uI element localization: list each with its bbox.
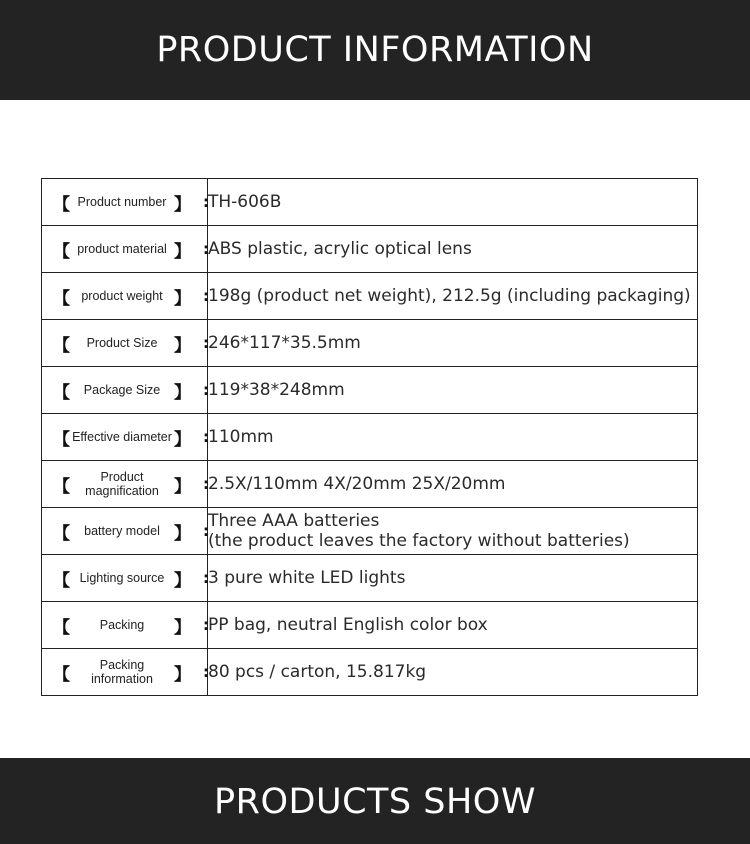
bracket-close: 】 — [174, 335, 191, 356]
spec-label: product material — [77, 242, 167, 256]
spec-row — [42, 461, 698, 508]
bracket-close: 】 — [174, 476, 191, 497]
spec-label-wrap — [42, 273, 207, 319]
spec-label-cell — [42, 602, 208, 649]
bracket-close: 】 — [174, 429, 191, 450]
spec-row — [42, 414, 698, 461]
spec-value: 119*38*248mm — [208, 367, 698, 414]
spec-label: Effective diameter — [72, 430, 172, 444]
spec-row — [42, 602, 698, 649]
bracket-open: 【 — [53, 570, 70, 591]
spec-label-wrap — [42, 320, 207, 366]
spec-label-cell — [42, 555, 208, 602]
spec-row — [42, 273, 698, 320]
spec-value: ABS plastic, acrylic optical lens — [208, 226, 698, 273]
spec-row — [42, 508, 698, 555]
colon: : — [203, 616, 209, 634]
bracket-close: 】 — [174, 570, 191, 591]
spec-table — [41, 178, 698, 696]
bracket-open: 【 — [53, 523, 70, 544]
spec-label: Product Size — [86, 336, 158, 350]
colon: : — [203, 334, 209, 352]
spec-label: Product magnification — [85, 470, 159, 498]
spec-label-cell — [42, 273, 208, 320]
spec-row — [42, 649, 698, 696]
spec-value: 198g (product net weight), 212.5g (including packaging) — [208, 273, 698, 320]
bracket-close: 】 — [174, 617, 191, 638]
colon: : — [203, 428, 209, 446]
colon: : — [203, 381, 209, 399]
spec-label-wrap — [42, 226, 207, 272]
spec-label: Packing information — [91, 658, 153, 686]
bracket-open: 【 — [53, 617, 70, 638]
spec-label-wrap — [42, 179, 207, 225]
colon: : — [203, 287, 209, 305]
spec-label: Product number — [77, 195, 167, 209]
spec-label-cell — [42, 179, 208, 226]
spec-row — [42, 226, 698, 273]
spec-label-wrap — [42, 414, 207, 460]
spec-value: 246*117*35.5mm — [208, 320, 698, 367]
footer-banner — [0, 758, 750, 844]
bracket-open: 【 — [53, 335, 70, 356]
spec-label-cell — [42, 649, 208, 696]
spec-label-wrap — [42, 649, 207, 695]
spec-label-wrap — [42, 555, 207, 601]
page-title: PRODUCT INFORMATION — [156, 30, 594, 70]
spec-row — [42, 367, 698, 414]
spec-row — [42, 320, 698, 367]
spec-label: product weight — [81, 289, 163, 303]
spec-row — [42, 179, 698, 226]
spec-value: 110mm — [208, 414, 698, 461]
spec-label-cell — [42, 508, 208, 555]
spec-label-cell — [42, 461, 208, 508]
spec-value: 2.5X/110mm 4X/20mm 25X/20mm — [208, 461, 698, 508]
bracket-open: 【 — [53, 194, 70, 215]
bracket-close: 】 — [174, 664, 191, 685]
spec-label-wrap — [42, 367, 207, 413]
spec-label-wrap — [42, 602, 207, 648]
spec-value: PP bag, neutral English color box — [208, 602, 698, 649]
spec-row — [42, 555, 698, 602]
spec-label: battery model — [84, 524, 160, 538]
spec-label-cell — [42, 226, 208, 273]
spec-label-cell — [42, 414, 208, 461]
bracket-open: 【 — [53, 382, 70, 403]
spec-value: 80 pcs / carton, 15.817kg — [208, 649, 698, 696]
spec-label-wrap — [42, 508, 207, 554]
colon: : — [203, 240, 209, 258]
bracket-close: 】 — [174, 382, 191, 403]
spec-label-wrap — [42, 461, 207, 507]
bracket-close: 】 — [174, 523, 191, 544]
header-banner — [0, 0, 750, 100]
colon: : — [203, 569, 209, 587]
spec-label: Packing — [99, 618, 145, 632]
colon: : — [203, 193, 209, 211]
bracket-open: 【 — [53, 476, 70, 497]
bracket-close: 】 — [174, 241, 191, 262]
spec-label-cell — [42, 367, 208, 414]
bracket-open: 【 — [53, 288, 70, 309]
section-title: PRODUCTS SHOW — [214, 782, 536, 822]
bracket-close: 】 — [174, 288, 191, 309]
bracket-open: 【 — [53, 664, 70, 685]
colon: : — [203, 475, 209, 493]
spec-label: Lighting source — [79, 571, 165, 585]
spec-label: Package Size — [83, 383, 161, 397]
spec-value: TH-606B — [208, 179, 698, 226]
bracket-close: 】 — [174, 194, 191, 215]
bracket-open: 【 — [53, 429, 70, 450]
spec-label-cell — [42, 320, 208, 367]
colon: : — [203, 522, 209, 540]
spec-value: Three AAA batteries (the product leaves the factory without batteries) — [208, 508, 698, 555]
spec-value: 3 pure white LED lights — [208, 555, 698, 602]
colon: : — [203, 663, 209, 681]
bracket-open: 【 — [53, 241, 70, 262]
